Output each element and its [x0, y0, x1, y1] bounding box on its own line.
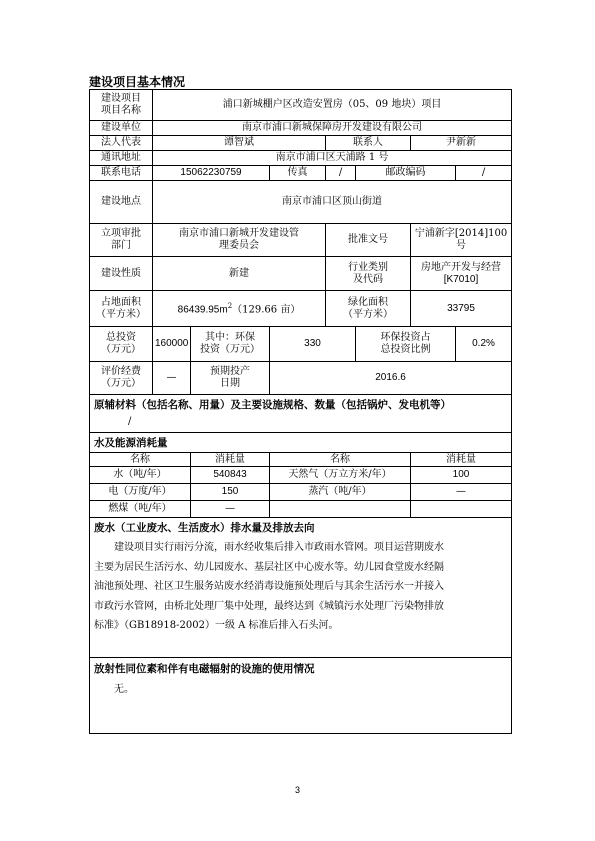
radiation-section	[90, 658, 512, 734]
materials-section	[90, 395, 512, 433]
row-area	[90, 291, 512, 327]
table-row	[90, 484, 512, 501]
label-address: 通讯地址	[90, 151, 153, 166]
value-approval: 南京市浦口新城开发建设管 理委员会	[153, 224, 326, 257]
radiation-heading: 放射性同位素和伴有电磁辐射的设施的使用情况	[94, 663, 315, 675]
row-radiation	[90, 658, 512, 734]
row-nature	[90, 257, 512, 291]
energy-col-name-2: 名称	[270, 453, 411, 467]
energy-name: 燃煤（吨/年）	[90, 501, 191, 518]
value-fax: /	[326, 166, 356, 181]
value-evaluation: —	[153, 362, 191, 395]
energy-value: 540843	[191, 467, 270, 484]
label-green-area: 绿化面积 （平方米）	[326, 291, 411, 327]
value-postcode: /	[456, 166, 512, 181]
row-materials	[90, 395, 512, 433]
row-energy-heading	[90, 433, 512, 453]
value-address: 南京市浦口区天浦路 1 号	[153, 151, 512, 166]
energy-col-amount-2: 消耗量	[411, 453, 512, 467]
label-fax: 传真	[270, 166, 326, 181]
wastewater-section	[90, 518, 512, 658]
value-phone: 15062230759	[153, 166, 270, 181]
label-investment: 总投资 （万元）	[90, 327, 153, 362]
value-location: 南京市浦口区顶山街道	[153, 181, 512, 224]
label-location: 建设地点	[90, 181, 153, 224]
table-row	[90, 501, 512, 518]
energy-name: 蒸汽（吨/年）	[270, 484, 411, 501]
label-nature: 建设性质	[90, 257, 153, 291]
label-postcode: 邮政编码	[356, 166, 456, 181]
energy-value	[411, 501, 512, 518]
energy-heading: 水及能源消耗量	[90, 433, 512, 453]
row-project-name	[90, 90, 512, 121]
energy-name	[270, 501, 411, 518]
wastewater-line: 建设项目实行雨污分流，雨水经收集后排入市政雨水管网。项目运营期废水	[114, 542, 444, 553]
value-nature: 新建	[153, 257, 326, 291]
row-address	[90, 151, 512, 166]
label-evaluation: 评价经费 （万元）	[90, 362, 153, 395]
energy-col-name-1: 名称	[90, 453, 191, 467]
energy-name: 电（万度/年）	[90, 484, 191, 501]
page-number: 3	[294, 785, 300, 795]
page-title: 建设项目基本情况	[89, 75, 186, 89]
energy-name: 水（吨/年）	[90, 467, 191, 484]
wastewater-line: 主要为居民生活污水、幼儿园废水、基层社区中心废水等。幼儿园食堂废水经隔	[94, 561, 444, 573]
row-approval	[90, 224, 512, 257]
energy-value: —	[191, 501, 270, 518]
wastewater-line: 标准》（GB18918-2002）一级 A 标准后排入石头河。	[94, 620, 339, 631]
project-info-table	[89, 89, 512, 734]
label-area: 占地面积 （平方米）	[90, 291, 153, 327]
value-legal: 谭智斌	[153, 136, 326, 151]
row-evaluation	[90, 362, 512, 395]
value-investment: 160000	[153, 327, 191, 362]
row-location	[90, 181, 512, 224]
row-phone	[90, 166, 512, 181]
label-start-date: 预期投产 日期	[191, 362, 270, 395]
energy-name: 天然气（万立方米/年）	[270, 467, 411, 484]
row-unit	[90, 121, 512, 136]
row-legal	[90, 136, 512, 151]
wastewater-line: 市政污水管网，由桥北处理厂集中处理，最终达到《城镇污水处理厂污染物排放	[94, 600, 444, 612]
value-industry: 房地产开发与经营 [K7010]	[411, 257, 512, 291]
materials-content: /	[128, 416, 132, 427]
radiation-content: 无。	[114, 684, 134, 695]
table-row	[90, 467, 512, 484]
row-wastewater	[90, 518, 512, 658]
energy-value: 150	[191, 484, 270, 501]
value-unit: 南京市浦口新城保障房开发建设有限公司	[153, 121, 512, 136]
label-unit: 建设单位	[90, 121, 153, 136]
label-project-name: 建设项目 项目名称	[90, 90, 153, 121]
label-env-ratio: 环保投资占 总投资比例	[356, 327, 456, 362]
value-env-investment: 330	[270, 327, 356, 362]
label-approval-doc: 批准文号	[326, 224, 411, 257]
row-energy-header	[90, 453, 512, 467]
value-env-ratio: 0.2%	[456, 327, 512, 362]
row-investment	[90, 327, 512, 362]
label-contact: 联系人	[326, 136, 411, 151]
energy-value: 100	[411, 467, 512, 484]
label-phone: 联系电话	[90, 166, 153, 181]
wastewater-heading: 废水（工业废水、生活废水）排水量及排放去向	[94, 522, 315, 534]
wastewater-line: 油池预处理、社区卫生服务站废水经消毒设施预处理后与其余生活污水一并接入	[94, 581, 444, 592]
value-area: $86439.95m^2(129.66$ 亩）	[153, 291, 326, 327]
value-project-name: 浦口新城棚户区改造安置房（05、09 地块）项目	[153, 90, 512, 121]
value-start-date: 2016.6	[270, 362, 512, 395]
energy-value: —	[411, 484, 512, 501]
label-legal: 法人代表	[90, 136, 153, 151]
materials-heading: 原辅材料（包括名称、用量）及主要设施规格、数量（包括锅炉、发电机等）	[94, 399, 451, 411]
label-industry: 行业类别 及代码	[326, 257, 411, 291]
label-approval: 立项审批 部门	[90, 224, 153, 257]
value-contact: 尹新新	[411, 136, 512, 151]
label-env-investment: 其中：环保 投资（万元）	[191, 327, 270, 362]
value-green-area: 33795	[411, 291, 512, 327]
value-approval-doc: 宁浦新字[2014]100 号	[411, 224, 512, 257]
energy-col-amount-1: 消耗量	[191, 453, 270, 467]
